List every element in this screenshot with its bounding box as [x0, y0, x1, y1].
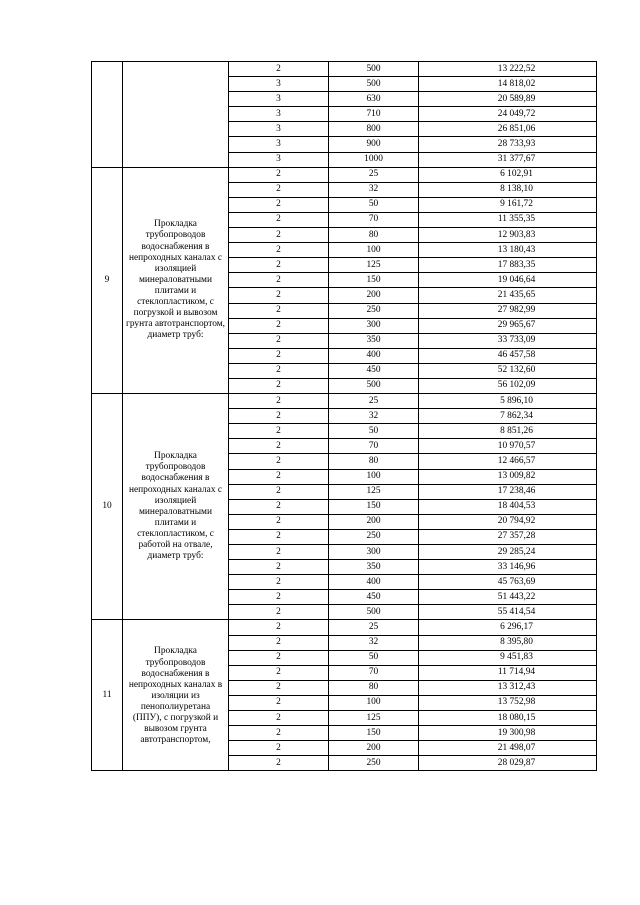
price-cell: 13 009,82	[419, 469, 597, 484]
pipe-count-cell: 3	[229, 122, 329, 137]
pipe-count-cell: 2	[229, 333, 329, 348]
price-cell: 18 080,15	[419, 711, 597, 726]
price-cell: 11 714,94	[419, 665, 597, 680]
pipe-count-cell: 2	[229, 409, 329, 424]
diameter-cell: 500	[329, 62, 419, 77]
pipe-count-cell: 2	[229, 620, 329, 635]
diameter-cell: 900	[329, 137, 419, 152]
diameter-cell: 25	[329, 620, 419, 635]
price-cell: 33 733,09	[419, 333, 597, 348]
pipe-count-cell: 2	[229, 62, 329, 77]
diameter-cell: 80	[329, 454, 419, 469]
pipe-count-cell: 2	[229, 288, 329, 303]
price-cell: 29 285,24	[419, 545, 597, 560]
diameter-cell: 80	[329, 680, 419, 695]
diameter-cell: 400	[329, 575, 419, 590]
diameter-cell: 50	[329, 424, 419, 439]
price-cell: 27 982,99	[419, 303, 597, 318]
pipe-count-cell: 2	[229, 182, 329, 197]
pipe-count-cell: 2	[229, 258, 329, 273]
diameter-cell: 710	[329, 107, 419, 122]
diameter-cell: 150	[329, 726, 419, 741]
pipe-count-cell: 2	[229, 680, 329, 695]
diameter-cell: 200	[329, 741, 419, 756]
pipe-count-cell: 2	[229, 454, 329, 469]
diameter-cell: 32	[329, 409, 419, 424]
price-cell: 20 589,89	[419, 92, 597, 107]
price-cell: 6 296,17	[419, 620, 597, 635]
diameter-cell: 500	[329, 77, 419, 92]
work-description	[123, 62, 229, 168]
diameter-cell: 100	[329, 695, 419, 710]
price-cell: 21 498,07	[419, 741, 597, 756]
pipe-count-cell: 3	[229, 77, 329, 92]
price-cell: 5 896,10	[419, 394, 597, 409]
diameter-cell: 32	[329, 182, 419, 197]
price-cell: 56 102,09	[419, 378, 597, 393]
pipe-count-cell: 2	[229, 212, 329, 227]
diameter-cell: 1000	[329, 152, 419, 167]
price-cell: 19 300,98	[419, 726, 597, 741]
pipe-count-cell: 2	[229, 378, 329, 393]
price-cell: 9 161,72	[419, 197, 597, 212]
price-cell: 31 377,67	[419, 152, 597, 167]
pipe-count-cell: 2	[229, 197, 329, 212]
pipe-count-cell: 3	[229, 107, 329, 122]
item-number: 11	[92, 620, 123, 771]
price-cell: 28 733,93	[419, 137, 597, 152]
diameter-cell: 100	[329, 243, 419, 258]
price-cell: 29 965,67	[419, 318, 597, 333]
price-cell: 8 138,10	[419, 182, 597, 197]
diameter-cell: 50	[329, 197, 419, 212]
price-cell: 11 355,35	[419, 212, 597, 227]
price-cell: 45 763,69	[419, 575, 597, 590]
price-cell: 6 102,91	[419, 167, 597, 182]
diameter-cell: 100	[329, 469, 419, 484]
price-cell: 12 903,83	[419, 228, 597, 243]
diameter-cell: 630	[329, 92, 419, 107]
table-row	[92, 62, 597, 77]
pipe-count-cell: 3	[229, 92, 329, 107]
pipe-count-cell: 3	[229, 137, 329, 152]
pipe-count-cell: 2	[229, 167, 329, 182]
diameter-cell: 125	[329, 484, 419, 499]
price-cell: 46 457,58	[419, 348, 597, 363]
pipe-count-cell: 2	[229, 665, 329, 680]
price-cell: 12 466,57	[419, 454, 597, 469]
diameter-cell: 80	[329, 228, 419, 243]
diameter-cell: 500	[329, 605, 419, 620]
item-number: 10	[92, 394, 123, 620]
price-cell: 21 435,65	[419, 288, 597, 303]
price-cell: 7 862,34	[419, 409, 597, 424]
pipe-count-cell: 2	[229, 529, 329, 544]
price-cell: 20 794,92	[419, 514, 597, 529]
diameter-cell: 25	[329, 167, 419, 182]
pipe-count-cell: 2	[229, 635, 329, 650]
diameter-cell: 300	[329, 318, 419, 333]
pipe-count-cell: 2	[229, 590, 329, 605]
pipe-count-cell: 2	[229, 726, 329, 741]
diameter-cell: 200	[329, 288, 419, 303]
diameter-cell: 32	[329, 635, 419, 650]
pipe-count-cell: 2	[229, 560, 329, 575]
item-number	[92, 62, 123, 168]
pipe-count-cell: 2	[229, 348, 329, 363]
pipe-count-cell: 2	[229, 756, 329, 771]
pipe-count-cell: 2	[229, 484, 329, 499]
pipe-count-cell: 2	[229, 650, 329, 665]
pipe-count-cell: 2	[229, 394, 329, 409]
pipe-count-cell: 2	[229, 303, 329, 318]
diameter-cell: 250	[329, 756, 419, 771]
work-description: Прокладка трубопроводов водоснабжения в непроходных каналах с изоляцией минераловатными плитами и стеклопластиком, с работой на отвале, диаметр труб:	[123, 394, 229, 620]
pipe-count-cell: 2	[229, 499, 329, 514]
pipe-count-cell: 2	[229, 575, 329, 590]
price-cell: 19 046,64	[419, 273, 597, 288]
pipe-count-cell: 2	[229, 424, 329, 439]
price-cell: 10 970,57	[419, 439, 597, 454]
pipe-count-cell: 2	[229, 711, 329, 726]
table-row	[92, 620, 597, 635]
diameter-cell: 150	[329, 273, 419, 288]
diameter-cell: 250	[329, 303, 419, 318]
price-cell: 13 752,98	[419, 695, 597, 710]
work-description: Прокладка трубопроводов водоснабжения в непроходных каналах в изоляции из пенополиуретана (ППУ), с погрузкой и вывозом грунта автотранспортом,	[123, 620, 229, 771]
diameter-cell: 200	[329, 514, 419, 529]
price-cell: 26 851,06	[419, 122, 597, 137]
price-cell: 13 312,43	[419, 680, 597, 695]
diameter-cell: 70	[329, 665, 419, 680]
price-cell: 51 443,22	[419, 590, 597, 605]
pipe-count-cell: 2	[229, 228, 329, 243]
item-number: 9	[92, 167, 123, 393]
pipe-count-cell: 2	[229, 363, 329, 378]
price-cell: 17 238,46	[419, 484, 597, 499]
diameter-cell: 400	[329, 348, 419, 363]
price-cell: 18 404,53	[419, 499, 597, 514]
diameter-cell: 450	[329, 363, 419, 378]
pipe-count-cell: 2	[229, 318, 329, 333]
diameter-cell: 800	[329, 122, 419, 137]
diameter-cell: 125	[329, 711, 419, 726]
diameter-cell: 70	[329, 212, 419, 227]
price-table-body	[92, 62, 597, 771]
price-cell: 24 049,72	[419, 107, 597, 122]
pipe-count-cell: 2	[229, 243, 329, 258]
pipe-count-cell: 2	[229, 514, 329, 529]
diameter-cell: 25	[329, 394, 419, 409]
table-row	[92, 167, 597, 182]
price-cell: 17 883,35	[419, 258, 597, 273]
pipe-count-cell: 2	[229, 605, 329, 620]
diameter-cell: 500	[329, 378, 419, 393]
pipe-count-cell: 2	[229, 469, 329, 484]
price-cell: 52 132,60	[419, 363, 597, 378]
diameter-cell: 250	[329, 529, 419, 544]
pipe-count-cell: 2	[229, 273, 329, 288]
diameter-cell: 150	[329, 499, 419, 514]
pipe-count-cell: 2	[229, 695, 329, 710]
diameter-cell: 50	[329, 650, 419, 665]
pipe-count-cell: 2	[229, 741, 329, 756]
price-cell: 55 414,54	[419, 605, 597, 620]
price-cell: 13 222,52	[419, 62, 597, 77]
pipe-count-cell: 3	[229, 152, 329, 167]
pipe-count-cell: 2	[229, 439, 329, 454]
price-cell: 28 029,87	[419, 756, 597, 771]
price-cell: 9 451,83	[419, 650, 597, 665]
diameter-cell: 125	[329, 258, 419, 273]
price-table	[91, 61, 597, 771]
diameter-cell: 350	[329, 560, 419, 575]
diameter-cell: 70	[329, 439, 419, 454]
price-cell: 14 818,02	[419, 77, 597, 92]
price-cell: 33 146,96	[419, 560, 597, 575]
pipe-count-cell: 2	[229, 545, 329, 560]
price-cell: 13 180,43	[419, 243, 597, 258]
price-cell: 27 357,28	[419, 529, 597, 544]
work-description: Прокладка трубопроводов водоснабжения в непроходных каналах с изоляцией минераловатными плитами и стеклопластиком, с погрузкой и вывозом грунта автотранспортом, диаметр труб:	[123, 167, 229, 393]
table-row	[92, 394, 597, 409]
price-cell: 8 851,26	[419, 424, 597, 439]
diameter-cell: 300	[329, 545, 419, 560]
diameter-cell: 450	[329, 590, 419, 605]
diameter-cell: 350	[329, 333, 419, 348]
price-cell: 8 395,80	[419, 635, 597, 650]
